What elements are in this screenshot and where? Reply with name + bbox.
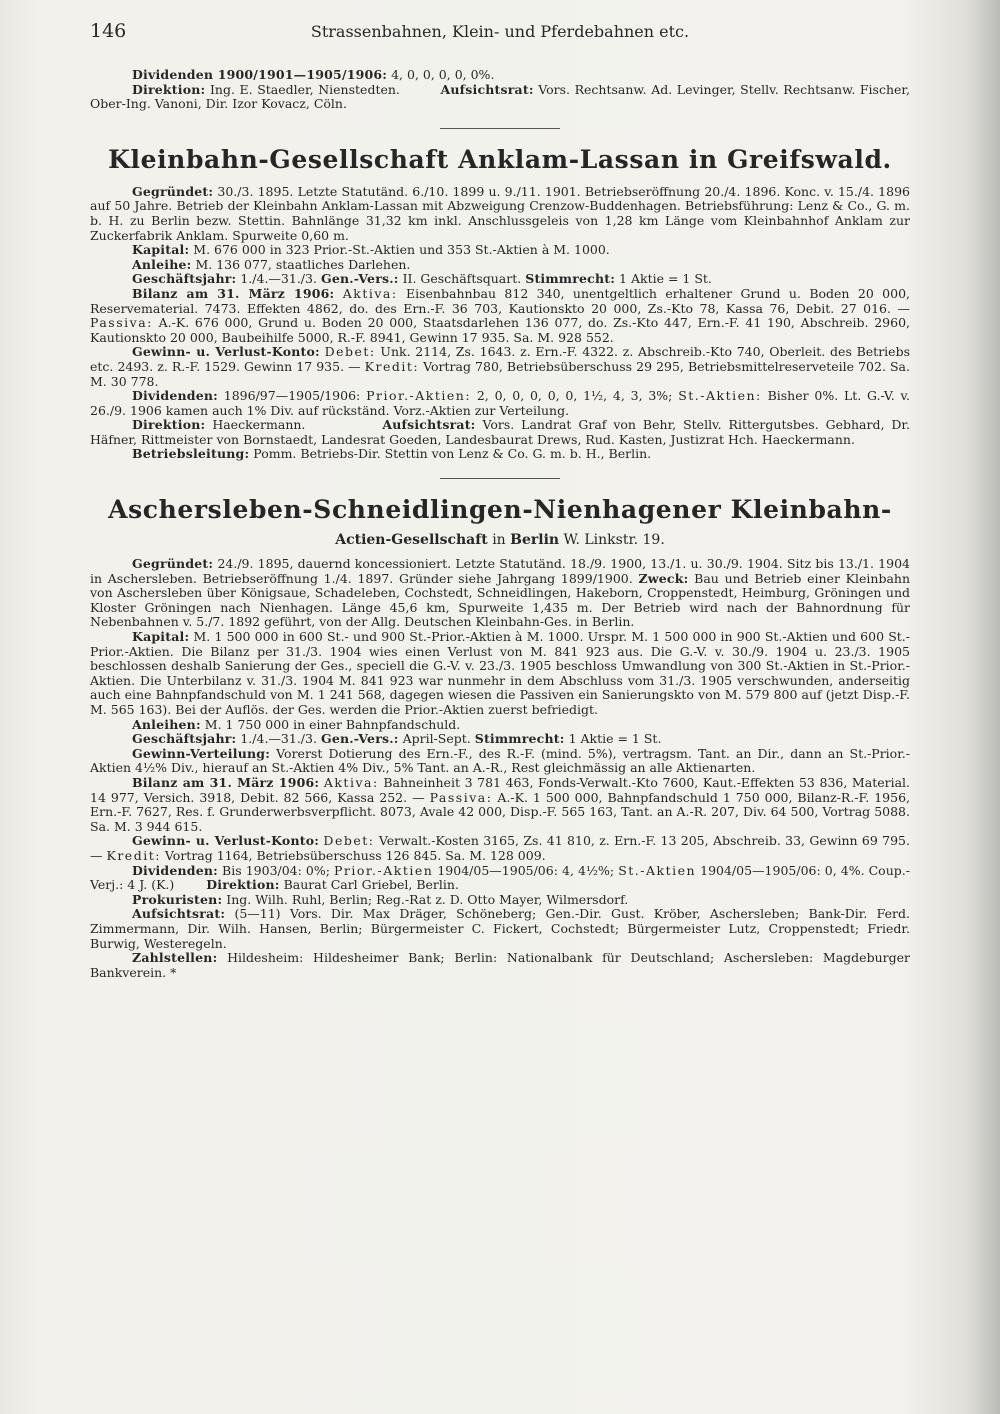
section-aschersleben: [90, 495, 910, 980]
section-divider-1: [440, 128, 560, 129]
asch-dividenden-prior-text: 1904/05—1905/06: 4, 4½%;: [437, 862, 615, 878]
asch-geschaeftsjahr: [90, 732, 910, 747]
anklam-direktion: [90, 418, 910, 447]
asch-guv-kredit-text: Vortrag 1164, Betriebsüberschuss 126 845. Sa. M. 128 009.: [164, 847, 546, 863]
anklam-gegruendet: [90, 185, 910, 243]
asch-dividenden-st-label: St.-Aktien: [618, 862, 697, 878]
asch-geschaeftsjahr-text: 1./4.—31./3.: [240, 731, 317, 747]
carryover-aufsichtsrat-text: Vors. Rechtsanw. Ad. Levinger, Stellv. Rechtsanw. Fischer, Ober-Ing. Vanoni, Dir. Izor Kovacz, Cöln.: [90, 81, 910, 112]
section-subtitle-aschersleben: [90, 531, 910, 549]
carryover-direktion: [90, 83, 910, 112]
page-number: 146: [90, 20, 127, 42]
subtitle-in: in: [492, 532, 506, 549]
asch-gegruendet: [90, 557, 910, 630]
anklam-dividenden-label: Dividenden:: [132, 388, 218, 404]
asch-genvers-text: April-Sept.: [402, 731, 471, 747]
asch-bilanz-passiva-text: A.-K. 1 500 000, Bahnpfandschuld 1 750 000, Bilanz-R.-F. 1956, Ern.-F. 7627, Res. f. Grunderwerbsverpflicht. 8073, Avale 42 000, Disp.-F. 565 163, Tant. an A.-R. 207, Div. 64 500, Vortrag 5088. Sa. M. 3 944 615.: [90, 789, 910, 834]
asch-aufsichtsrat-label: Aufsichtsrat:: [132, 906, 226, 922]
asch-direktion-text: Baurat Carl Griebel, Berlin.: [283, 877, 459, 893]
asch-kapital-label: Kapital:: [132, 629, 190, 645]
asch-zahlstellen-label: Zahlstellen:: [132, 950, 218, 966]
section-title-anklam: Kleinbahn-Gesellschaft Anklam-Lassan in Greifswald.: [108, 144, 892, 174]
page-header: [90, 20, 910, 60]
asch-prokuristen-label: Prokuristen:: [132, 891, 223, 907]
carryover-aufsichtsrat-label: Aufsichtsrat:: [440, 81, 534, 97]
asch-guv-kredit-label: Kredit:: [106, 847, 161, 863]
asch-kapital-text: M. 1 500 000 in 600 St.- und 900 St.-Prior.-Aktien à M. 1000. Urspr. M. 1 500 000 in 900 St.-Aktien und 600 St.-Prior.-Aktien. Die Bilanz per 31./3. 1904 wies einen Verlust von M. 841 923 aus. Die G.-V. v. 30./9. 1904 u. 23./3. 1905 beschlossen deshalb Sanierung der Ges., speciell die G.-V. v. 23./3. 1905 beschloss Umwandlung von 300 St.-Aktien in St.-Prior.-Aktien. Die Unterbilanz v. 31./3. 1904 M. 841 923 war nunmehr in dem Abschluss vom 31./3. 1905 verschwunden, anderseitig auch eine Bahnpfandschuld von M. 1 241 568, dagegen wiesen die Passiven ein Sanierungskto von M. 579 800 auf (jetzt Disp.-F. M. 565 163). Bei der Auflös. der Ges. werden die Prior.-Aktien zuerst befriedigt.: [90, 629, 910, 717]
asch-prokuristen: [90, 893, 910, 908]
asch-dividenden-st-text: 1904/05—1905/06: 0, 4%. Coup.-Verj.: 4 J. (K.): [90, 862, 910, 893]
anklam-guv-label: Gewinn- u. Verlust-Konto:: [132, 344, 320, 360]
anklam-dividenden-prior-label: Prior.-Aktien:: [366, 388, 472, 404]
anklam-guv-kredit-text: Vortrag 780, Betriebsüberschuss 29 295, Betriebsmittelreserveteile 702. Sa. M. 30 778.: [90, 358, 910, 389]
anklam-betriebsleitung-label: Betriebsleitung:: [132, 446, 250, 462]
asch-zweck-label: Zweck:: [638, 570, 689, 586]
asch-gewinnvert: [90, 747, 910, 776]
carryover-dividenden-label: Dividenden 1900/1901—1905/1906:: [132, 67, 388, 82]
anklam-kapital: [90, 243, 910, 258]
anklam-dividenden-st-text: Bisher 0%. Lt. G.-V. v. 26./9. 1906 kamen auch 1% Div. auf rückständ. Vorz.-Aktien zur Verteilung.: [90, 388, 911, 418]
asch-stimmrecht-text: 1 Aktie = 1 St.: [568, 731, 662, 747]
anklam-bilanz-aktiva-label: Aktiva:: [342, 285, 398, 301]
asch-geschaeftsjahr-label: Geschäftsjahr:: [132, 731, 237, 747]
anklam-bilanz-passiva-label: Passiva:: [90, 315, 153, 331]
subtitle-city: Berlin: [510, 532, 560, 549]
carryover-dividenden-text: 4, 0, 0, 0, 0, 0%.: [391, 67, 495, 82]
carryover-dividenden: [90, 68, 910, 83]
anklam-geschaeftsjahr: [90, 272, 910, 287]
anklam-stimmrecht-label: Stimmrecht:: [525, 271, 616, 287]
page-content: [90, 68, 910, 980]
carryover-direktion-label: Direktion:: [132, 81, 206, 97]
asch-gewinnvert-label: Gewinn-Verteilung:: [132, 745, 271, 761]
section-title-aschersleben: Aschersleben-Schneidlingen-Nienhagener Kleinbahn-: [108, 495, 892, 525]
asch-aufsichtsrat-text: (5—11) Vors. Dir. Max Dräger, Schöneberg; Gen.-Dir. Gust. Kröber, Aschersleben; Bank-Dir. Ferd. Zimmermann, Dir. Wilh. Hansen, Berlin; Bürgermeister C. Fickert, Cochstedt; Bürgermeister Lutz, Croppenstedt; Friedr. Burwig, Westeregeln.: [90, 906, 910, 951]
anklam-guv-debet-text: Unk. 2114, Zs. 1643. z. Ern.-F. 4322. z. Abschreib.-Kto 740, Oberleit. des Betriebs etc. 2493. z. R.-F. 1529. Gewinn 17 935. —: [90, 344, 910, 374]
anklam-bilanz: [90, 287, 910, 345]
anklam-dividenden-st-label: St.-Aktien:: [678, 388, 762, 404]
asch-anleihen: [90, 718, 910, 733]
page-fold-shadow: [968, 0, 1000, 1414]
asch-gegruendet-label: Gegründet:: [132, 556, 214, 572]
anklam-bilanz-label: Bilanz am 31. März 1906:: [132, 285, 335, 301]
asch-dividenden-label: Dividenden:: [132, 862, 218, 878]
asch-guv-label: Gewinn- u. Verlust-Konto:: [132, 833, 320, 849]
anklam-dividenden: [90, 389, 910, 418]
anklam-geschaeftsjahr-text: 1./4.—31./3.: [240, 271, 317, 287]
anklam-aufsichtsrat-label: Aufsichtsrat:: [382, 417, 476, 433]
asch-bilanz: [90, 776, 910, 834]
anklam-direktion-text: Haeckermann.: [212, 417, 306, 433]
anklam-guv-kredit-label: Kredit:: [364, 358, 420, 374]
asch-bilanz-label: Bilanz am 31. März 1906:: [132, 774, 320, 790]
anklam-anleihe: [90, 258, 910, 273]
anklam-gegruendet-label: Gegründet:: [132, 183, 214, 199]
anklam-betriebsleitung-text: Pomm. Betriebs-Dir. Stettin von Lenz & Co. G. m. b. H., Berlin.: [253, 446, 652, 462]
asch-genvers-label: Gen.-Vers.:: [320, 731, 399, 747]
anklam-direktion-label: Direktion:: [132, 417, 206, 433]
carryover-direktion-text: Ing. E. Staedler, Nienstedten.: [209, 81, 400, 97]
asch-kapital: [90, 630, 910, 718]
anklam-gegruendet-text: 30./3. 1895. Letzte Statutänd. 6./10. 1899 u. 9./11. 1901. Betriebseröffnung 20./4. 1896. Konc. v. 15./4. 1896 auf 50 Jahre. Betrieb der Kleinbahn Anklam-Lassan mit Abzweigung Crenzow-Buddenhagen. Betriebsführung: Lenz & Co., G. m. b. H. zu Berlin bezw. Stettin. Bahnlänge 31,32 km inkl. Anschlussgeleis von 1,28 km Länge vom Kleinbahnhof Anklam zur Zuckerfabrik Anklam. Spurweite 0,60 m.: [90, 183, 910, 243]
anklam-dividenden-text-a: 1896/97—1905/1906:: [223, 388, 361, 404]
anklam-genvers-text: II. Geschäftsquart.: [402, 271, 522, 287]
asch-bilanz-aktiva-text: Bahneinheit 3 781 463, Fonds-Verwalt.-Kto 7600, Kaut.-Effekten 53 836, Material. 14 977, Versich. 3918, Debit. 82 566, Kassa 252. —: [90, 774, 911, 805]
section-divider-2: [440, 478, 560, 479]
asch-guv-debet-label: Debet:: [323, 833, 375, 849]
anklam-betriebsleitung: [90, 447, 910, 462]
anklam-stimmrecht-text: 1 Aktie = 1 St.: [619, 271, 712, 287]
asch-guv: [90, 834, 910, 863]
anklam-kapital-label: Kapital:: [132, 242, 190, 258]
asch-stimmrecht-label: Stimmrecht:: [474, 731, 565, 747]
anklam-geschaeftsjahr-label: Geschäftsjahr:: [132, 271, 237, 287]
asch-dividenden-prior-label: Prior.-Aktien: [334, 862, 434, 878]
asch-gegruendet-text: 24./9. 1895, dauernd koncessioniert. Letzte Statutänd. 18./9. 1900, 13./1. u. 30./9. 1904. Sitz bis 13./1. 1904 in Aschersleben. Betriebseröffnung 1./4. 1897. Gründer siehe Jahrgang 1899/1900.: [90, 556, 910, 586]
asch-dividenden: [90, 864, 910, 893]
anklam-guv-debet-label: Debet:: [324, 344, 376, 360]
anklam-aufsichtsrat-text: Vors. Landrat Graf von Behr, Stellv. Rittergutsbes. Gebhard, Dr. Häfner, Rittmeister von Bornstaedt, Landesrat Goeden, Landesbaurat Drews, Rud. Kasten, Justizrat Hch. Haeckermann.: [90, 417, 910, 447]
anklam-guv: [90, 345, 910, 389]
anklam-dividenden-prior-text: 2, 0, 0, 0, 0, 0, 1½, 4, 3, 3%;: [476, 388, 673, 404]
asch-guv-debet-text: Verwalt.-Kosten 3165, Zs. 41 810, z. Ern.-F. 13 205, Abschreib. 33, Gewinn 69 795. —: [90, 833, 910, 863]
asch-gewinnvert-text: Vorerst Dotierung des Ern.-F., des R.-F. (mind. 5%), vertragsm. Tant. an Dir., dann an St.-Prior.-Aktien 4½% Div., hierauf an St.-Aktien 4% Div., 5% Tant. an A.-R., Rest gleichmässig an alle Aktienarten.: [90, 745, 910, 776]
asch-dividenden-text-a: Bis 1903/04: 0%;: [222, 862, 330, 878]
asch-anleihen-text: M. 1 750 000 in einer Bahnpfandschuld.: [204, 716, 461, 732]
anklam-bilanz-passiva-text: A.-K. 676 000, Grund u. Boden 20 000, Staatsdarlehen 136 077, do. Zs.-Kto 447, Ern.-F. 41 190, Abschreib. 2960, Kautionskto 20 000, Baubeihilfe 5000, R.-F. 8941, Gewinn 17 935. Sa. M. 928 552.: [90, 315, 910, 345]
asch-aufsichtsrat: [90, 907, 910, 951]
running-head: Strassenbahnen, Klein- und Pferdebahnen etc.: [310, 22, 690, 41]
asch-zahlstellen-text: Hildesheim: Hildesheimer Bank; Berlin: Nationalbank für Deutschland; Aschersleben: Magdeburger Bankverein. *: [90, 950, 910, 980]
anklam-genvers-label: Gen.-Vers.:: [320, 271, 399, 287]
anklam-anleihe-text: M. 136 077, staatliches Darlehen.: [195, 256, 411, 272]
asch-bilanz-passiva-label: Passiva:: [429, 789, 493, 805]
anklam-anleihe-label: Anleihe:: [132, 256, 192, 272]
asch-direktion-label: Direktion:: [206, 877, 280, 893]
anklam-kapital-text: M. 676 000 in 323 Prior.-St.-Aktien und 353 St.-Aktien à M. 1000.: [193, 242, 610, 258]
asch-anleihen-label: Anleihen:: [132, 716, 201, 732]
anklam-bilanz-aktiva-text: Eisenbahnbau 812 340, unentgeltlich erhaltener Grund u. Boden 20 000, Reservematerial. 7473. Effekten 4862, do. des Ern.-F. 36 703, Kautionskto 20 000, Zs.-Kto 78, Kassa 76, Debit. 27 016. —: [90, 285, 910, 316]
asch-prokuristen-text: Ing. Wilh. Ruhl, Berlin; Reg.-Rat z. D. Otto Mayer, Wilmersdorf.: [226, 891, 629, 907]
asch-zweck-text: Bau und Betrieb einer Kleinbahn von Aschersleben über Königsaue, Schadeleben, Cochstedt, Schneidlingen, Hakeborn, Croppenstedt, Heimburg, Gröningen und Kloster Gröningen nach Nienhagen. Länge 45,6 km, Spurweite 1,435 m. Der Betrieb wird nach der Bahnordnung für Nebenbahnen v. 5./7. 1892 geführt, von der Allg. Deutschen Kleinbahn-Ges. in Berlin.: [90, 570, 911, 630]
subtitle-company-form: Actien-Gesellschaft: [335, 532, 488, 549]
asch-zahlstellen: [90, 951, 910, 980]
asch-bilanz-aktiva-label: Aktiva:: [323, 774, 379, 790]
subtitle-address: W. Linkstr. 19.: [563, 532, 665, 549]
